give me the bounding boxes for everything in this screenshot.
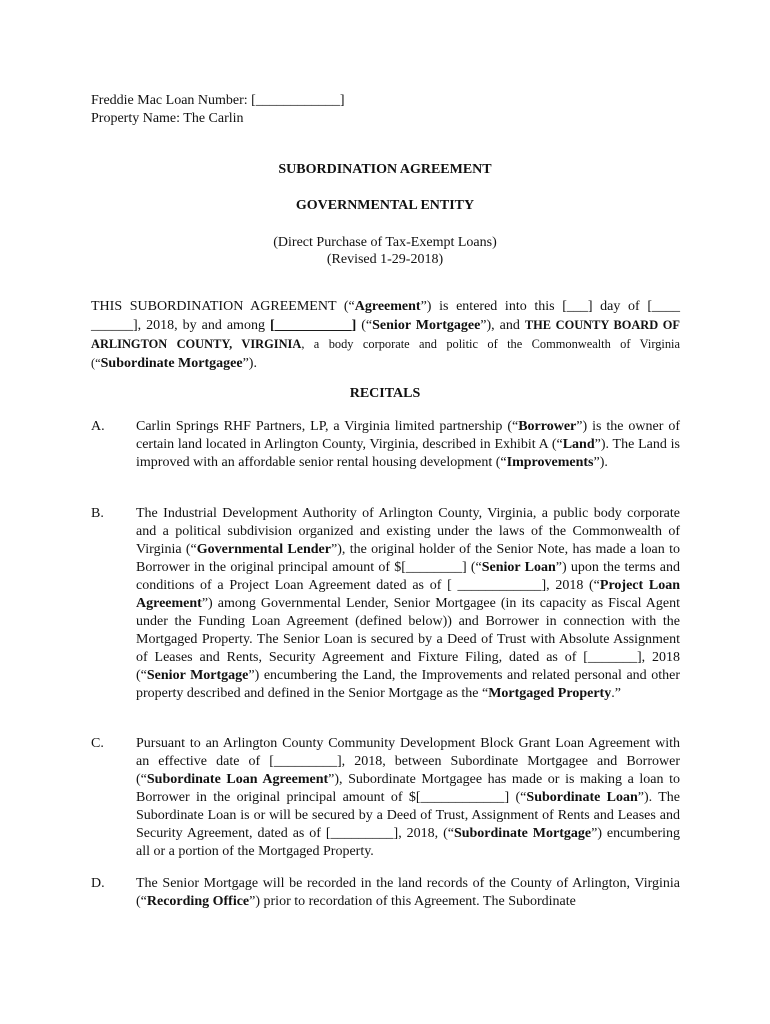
recital-text: Pursuant to an Arlington County Community Development Block Grant Loan Agreement with an effective date of [_________], 2018, between Subordinate Mortgagee and Borrower (“Subordinate Loan Agreement”), Subordinate Mortgagee has made or is making a loan to Borrower in the original principal amount of $[____________] (“Subordinate Loan”). The Subordinate Loan is or will be secured by a Deed of Trust, Assignment of Rents and Leases and Security Agreement, dated as of [_________], 2018, (“Subordinate Mortgage”) encumbering all or a portion of the Mortgaged Property.: [136, 736, 681, 859]
purchase-type-line: (Direct Purchase of Tax-Exempt Loans): [273, 235, 497, 250]
intro-paragraph: THIS SUBORDINATION AGREEMENT (“Agreement”) is entered into this [___] day of [____ ______], 2018, by and among [___________] (“Senior Mortgagee”), and THE COUNTY BOARD OF ARLINGTON COUNTY, VIRGINIA, a body corporate and politic of the Commonwealth of Virginia (“Subordinate Mortgagee”).: [91, 299, 680, 371]
defined-term: Agreement: [354, 299, 421, 314]
recital-text: Carlin Springs RHF Partners, LP, a Virginia limited partnership (“Borrower”) is the owner of certain land located in Arlington County, Virginia, described in Exhibit A (“Land”). The Land is improved with an affordable senior rental housing development (“Improvements”).: [136, 419, 681, 470]
defined-term: Senior Mortgagee: [372, 318, 481, 333]
recital-letter: C.: [91, 736, 104, 751]
defined-term: Subordinate Mortgagee: [100, 356, 243, 371]
document-header: [91, 92, 345, 128]
senior-mortgagee-blank: [___________]: [269, 318, 357, 333]
recital-letter: B.: [91, 506, 104, 521]
recital-letter: D.: [91, 876, 105, 891]
document-subtitle: GOVERNMENTAL ENTITY: [295, 198, 475, 213]
document-title: SUBORDINATION AGREEMENT: [278, 162, 492, 177]
revision-line: (Revised 1-29-2018): [326, 252, 444, 267]
property-name-line: Property Name: The Carlin: [91, 111, 244, 126]
recitals-heading: RECITALS: [349, 386, 421, 401]
loan-number-line: Freddie Mac Loan Number: [____________]: [91, 93, 345, 108]
party-name: THE COUNTY BOARD OF ARLINGTON COUNTY, VIRGINIA: [91, 318, 680, 351]
recital-text: The Industrial Development Authority of Arlington County, Virginia, a public body corporate and a political subdivision organized and existing under the laws of the Commonwealth of Virginia (“Governmental Lender”), the original holder of the Senior Note, has made a loan to Borrower in the original principal amount of $[________] (“Senior Loan”) upon the terms and conditions of a Project Loan Agreement dated as of [ ____________], 2018 (“Project Loan Agreement”) among Governmental Lender, Senior Mortgagee (in its capacity as Fiscal Agent under the Funding Loan Agreement (defined below)) and Borrower in connection with the Mortgaged Property. The Senior Loan is secured by a Deed of Trust with Absolute Assignment of Leases and Rents, Security Agreement and Fixture Filing, dated as of [_______], 2018 (“Senior Mortgage”) encumbering the Land, the Improvements and related personal and other property described and defined in the Senior Mortgage as the “Mortgaged Property.”: [136, 506, 681, 701]
recital-letter: A.: [91, 419, 105, 434]
recital-text: The Senior Mortgage will be recorded in the land records of the County of Arlington, Virginia (“Recording Office”) prior to recordation of this Agreement. The Subordinate: [136, 876, 680, 909]
